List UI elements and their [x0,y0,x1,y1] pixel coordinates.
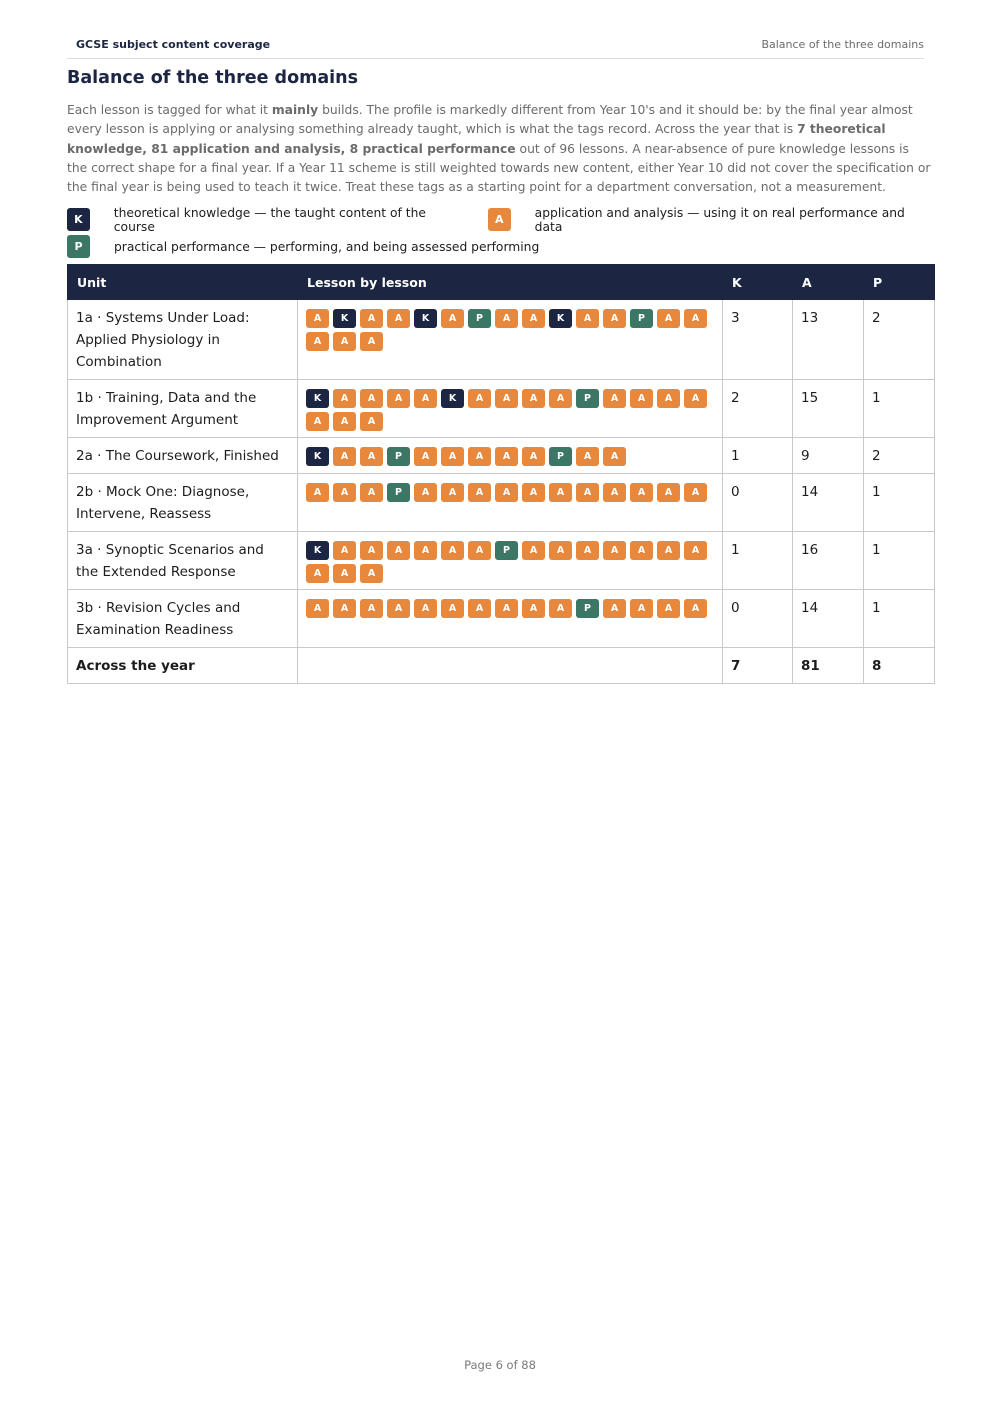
application-tag: A [576,541,599,560]
document-title: GCSE subject content coverage [76,37,271,51]
practical-tag: P [387,483,410,502]
application-tag: A [306,412,329,431]
lesson-tags [306,307,714,351]
p-count: 2 [864,300,935,380]
intro-text: builds. The profile is markedly different from Year 10's and it should be: by the final year almost every lesson is applying or analysing something already taught, which is what the tags record. Across the year that is [67,103,913,137]
application-tag: A [603,309,626,328]
application-tag: A [522,389,545,408]
application-tag: A [387,389,410,408]
application-tag: A [684,599,707,618]
practical-badge: P [67,235,90,258]
application-tag: A [495,483,518,502]
application-tag: A [495,599,518,618]
lesson-tags-cell [298,532,723,590]
application-tag: A [657,309,680,328]
application-tag: A [657,389,680,408]
application-tag: A [495,389,518,408]
application-tag: A [549,483,572,502]
knowledge-tag: K [549,309,572,328]
page-title: Balance of the three domains [67,68,359,88]
knowledge-tag: K [306,541,329,560]
empty-cell [298,648,723,684]
application-tag: A [333,599,356,618]
practical-tag: P [495,541,518,560]
legend-item-knowledge [67,206,468,234]
application-tag: A [657,541,680,560]
application-tag: A [306,564,329,583]
application-tag: A [495,309,518,328]
column-header-a: A [793,265,864,300]
k-count: 1 [723,438,793,474]
p-count: 1 [864,380,935,438]
column-header-k: K [723,265,793,300]
column-header-unit: Unit [68,265,298,300]
intro-text: Each lesson is tagged for what it [67,103,272,117]
practical-tag: P [468,309,491,328]
application-tag: A [441,447,464,466]
lesson-tags [306,445,714,466]
application-tag: A [657,599,680,618]
application-tag: A [333,389,356,408]
intro-paragraph [67,101,933,197]
total-k: 7 [723,648,793,684]
unit-cell: 2a · The Coursework, Finished [68,438,298,474]
practical-tag: P [387,447,410,466]
application-tag: A [549,389,572,408]
lesson-tags [306,539,714,583]
application-tag: A [333,412,356,431]
application-tag: A [468,483,491,502]
application-tag: A [414,389,437,408]
application-tag: A [603,447,626,466]
application-tag: A [441,483,464,502]
table-header-row [68,265,935,300]
table-row [68,380,935,438]
application-tag: A [414,599,437,618]
a-count: 9 [793,438,864,474]
practical-tag: P [549,447,572,466]
application-tag: A [630,599,653,618]
application-tag: A [684,389,707,408]
application-tag: A [549,599,572,618]
a-count: 14 [793,474,864,532]
lesson-tags [306,481,714,502]
application-tag: A [522,541,545,560]
column-header-lessons: Lesson by lesson [298,265,723,300]
application-tag: A [360,599,383,618]
knowledge-tag: K [333,309,356,328]
application-tag: A [360,309,383,328]
knowledge-tag: K [306,389,329,408]
application-tag: A [657,483,680,502]
application-tag: A [522,483,545,502]
application-tag: A [414,541,437,560]
total-label: Across the year [68,648,298,684]
application-tag: A [360,389,383,408]
application-tag: A [360,564,383,583]
application-tag: A [549,541,572,560]
application-tag: A [603,599,626,618]
table-row [68,532,935,590]
application-tag: A [360,483,383,502]
p-count: 1 [864,474,935,532]
application-tag: A [360,412,383,431]
application-tag: A [360,541,383,560]
knowledge-tag: K [306,447,329,466]
legend-label: application and analysis — using it on real performance and data [534,205,905,234]
lesson-tags-cell [298,590,723,648]
intro-text: out of 96 lessons. A near-absence of pure knowledge lessons is the correct shape for a final year. If a Year 11 scheme is still weighted towards new content, either Year 10 did not cover the specification or the final year is being used to teach it twice. Treat these tags as a starting point for a department conversation, not a measurement. [67,141,931,195]
unit-cell: 2b · Mock One: Diagnose, Intervene, Reassess [68,474,298,532]
lesson-tags-cell [298,300,723,380]
application-tag: A [360,332,383,351]
application-tag: A [333,564,356,583]
unit-cell: 1b · Training, Data and the Improvement Argument [68,380,298,438]
practical-tag: P [576,389,599,408]
intro-emphasis: 7 theoretical knowledge, 81 application and analysis, 8 practical performance [67,122,886,156]
lesson-tags-cell [298,438,723,474]
application-tag: A [306,599,329,618]
practical-tag: P [630,309,653,328]
application-tag: A [468,389,491,408]
application-tag: A [684,541,707,560]
lesson-tags [306,387,714,431]
lesson-tags [306,597,714,618]
legend-row [67,235,933,258]
page-header [67,30,924,59]
legend-label: practical performance — performing, and being assessed performing [114,239,540,254]
application-tag: A [468,447,491,466]
application-tag: A [522,447,545,466]
legend-item-practical [67,235,539,258]
total-a: 81 [793,648,864,684]
table-row [68,438,935,474]
knowledge-tag: K [441,389,464,408]
total-row [68,648,935,684]
application-tag: A [576,483,599,502]
application-tag: A [522,599,545,618]
a-count: 13 [793,300,864,380]
a-count: 14 [793,590,864,648]
application-tag: A [468,541,491,560]
legend-item-application [488,206,933,234]
lesson-tags-cell [298,380,723,438]
application-tag: A [468,599,491,618]
application-tag: A [333,541,356,560]
lesson-tags-cell [298,474,723,532]
intro-emphasis: mainly [271,103,319,117]
application-tag: A [387,599,410,618]
application-tag: A [441,541,464,560]
application-tag: A [414,447,437,466]
total-p: 8 [864,648,935,684]
application-tag: A [306,483,329,502]
application-tag: A [360,447,383,466]
application-tag: A [333,332,356,351]
application-tag: A [306,332,329,351]
k-count: 0 [723,590,793,648]
unit-cell: 1a · Systems Under Load: Applied Physiology in Combination [68,300,298,380]
application-tag: A [630,483,653,502]
knowledge-tag: K [414,309,437,328]
application-tag: A [333,483,356,502]
knowledge-badge: K [67,208,90,231]
application-tag: A [522,309,545,328]
table-row [68,590,935,648]
legend-label: theoretical knowledge — the taught content of the course [113,205,426,234]
practical-tag: P [576,599,599,618]
application-tag: A [495,447,518,466]
a-count: 16 [793,532,864,590]
application-tag: A [603,483,626,502]
a-count: 15 [793,380,864,438]
p-count: 1 [864,532,935,590]
application-tag: A [603,541,626,560]
k-count: 0 [723,474,793,532]
application-tag: A [333,447,356,466]
table-row [68,300,935,380]
legend [67,205,933,262]
p-count: 1 [864,590,935,648]
application-tag: A [414,483,437,502]
k-count: 3 [723,300,793,380]
application-tag: A [630,389,653,408]
application-tag: A [684,309,707,328]
application-tag: A [603,389,626,408]
application-badge: A [488,208,511,231]
coverage-table [67,264,935,684]
application-tag: A [441,599,464,618]
page-number: Page 6 of 88 [464,1358,536,1372]
column-header-p: P [864,265,935,300]
application-tag: A [387,541,410,560]
k-count: 1 [723,532,793,590]
unit-cell: 3b · Revision Cycles and Examination Readiness [68,590,298,648]
application-tag: A [387,309,410,328]
application-tag: A [630,541,653,560]
application-tag: A [441,309,464,328]
application-tag: A [576,447,599,466]
application-tag: A [576,309,599,328]
unit-cell: 3a · Synoptic Scenarios and the Extended Response [68,532,298,590]
p-count: 2 [864,438,935,474]
table-row [68,474,935,532]
application-tag: A [306,309,329,328]
legend-row [67,205,933,234]
application-tag: A [684,483,707,502]
running-section-name: Balance of the three domains [761,37,924,51]
k-count: 2 [723,380,793,438]
